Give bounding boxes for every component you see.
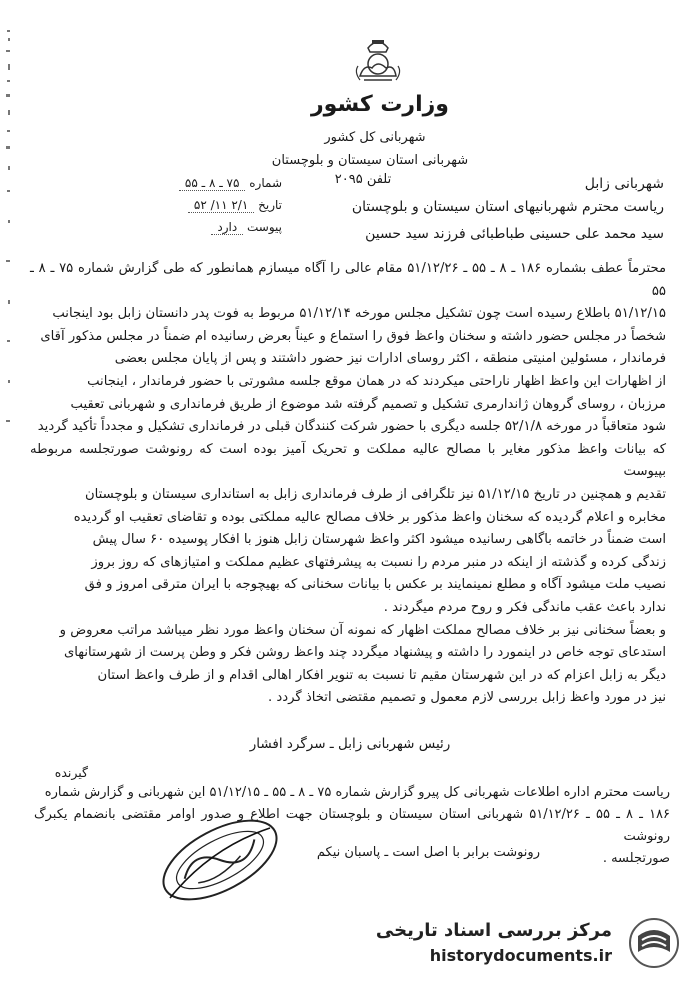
- archive-logo-icon: [624, 916, 684, 970]
- certified-copy-line: رونوشت برابر با اصل است ـ پاسبان نیکم: [316, 845, 540, 860]
- body-line: تقدیم و همچنین در تاریخ ۵۱/۱۲/۱۵ نیز تلگرافی از طرف فرمانداری زابل به استانداری سیستان و بلوچستان: [84, 486, 666, 502]
- body-line: زندگی کرده و گذشته از اینکه در منبر مردم را نسبت به پیشرفتهای عظیم مملکت و امتیازهای که روز بروز: [91, 554, 666, 570]
- recipient-line: ریاست محترم شهربانیهای استان سیستان و بلوچستان: [351, 199, 664, 215]
- sender-line: شهربانی زابل: [584, 176, 664, 192]
- number-field: [92, 176, 282, 190]
- attachment-label: پیوست: [247, 220, 282, 234]
- subject-line: سید محمد علی حسینی طباطبائی فرزند سید حسین: [365, 226, 664, 242]
- phone-line: تلفن ۲۰۹۵: [334, 172, 392, 187]
- body-line: ندارد باعث عقب ماندگی فکر و روح مردم میگردند .: [383, 599, 666, 615]
- ministry-title: وزارت کشور: [311, 92, 449, 117]
- attachment-field: [92, 220, 282, 234]
- copy-line: صورتجلسه .: [602, 851, 670, 866]
- number-value: ۷۵ ـ ۸ ـ ۵۵: [179, 176, 246, 191]
- body-line: مخابره و اعلام گردیده که سخنان واعظ مذکور بر خلاف مصالح عالیه مملکتی بوده و تقاضای تعقیب او گردیده: [73, 509, 666, 525]
- date-field: [92, 198, 282, 212]
- body-line: نیز در مورد واعظ زابل بررسی لازم معمول و تصمیم مقتضی اتخاذ گردد .: [268, 690, 666, 706]
- body-line: است ضمناً در خاتمه باگاهی رسانیده میشود اکثر واعظ شهرستان زابل هنوز با افکار پوسیده ۶۰ سال پیش: [92, 532, 666, 548]
- lion-and-sun-emblem: [350, 36, 406, 86]
- attachment-value: دارد: [211, 220, 243, 235]
- official-stamp: [150, 808, 290, 913]
- letter-body: [30, 258, 666, 710]
- body-line: شخصاً در مجلس حضور داشته و سخنان واعظ فوق را استماع و عیناً بعرض رسانیده ام ضمناً در مجلس مذکور آقای: [40, 328, 666, 344]
- body-line: مرزبان ، روسای گروهان ژاندارمری تشکیل و تصمیم گرفته شد موضوع از طریق فرمانداری و شهربانی تعقیب: [70, 396, 666, 412]
- signature-line: رئیس شهربانی زابل ـ سرگرد افشار: [249, 736, 451, 752]
- date-value: ۲/۱ ۱۱/ ۵۲: [188, 198, 254, 213]
- body-line: فرماندار ، مسئولین امنیتی منطقه ، اکثر روسای ادارات نیز حضور داشتند و پس از پایان مجلس بعضی: [114, 351, 666, 367]
- copy-line: ۱۸۶ ـ ۸ ـ ۵۵ ـ ۵۱/۱۲/۲۶ شهربانی استان سیستان و بلوچستان جهت اطلاع و صدور اوامر مقتضی بانضمام یکبرگ رونوشت: [34, 807, 671, 844]
- body-line: که بیانات واعظ مذکور مغایر با مصالح عالیه مملکت و تحریک آمیز بوده است که رونوشت صورتجلسه مربوطه بپیوست: [30, 441, 666, 480]
- date-label: تاریخ: [258, 198, 282, 212]
- margin-notes: [2, 20, 16, 440]
- body-line: شود متعاقباً در مورخه ۵۲/۱/۸ جلسه دیگری با حضور شرکت کنندگان قبلی در فرمانداری تشکیل و مجدداً تأکید گردید: [37, 419, 666, 435]
- body-line: استدعای توجه خاص در اینمورد را داشته و پیشنهاد میگردد چند واعظ روشن فکر و وطن پرست از شهرستانهای: [63, 645, 666, 661]
- archive-footer: [375, 912, 686, 974]
- archive-url[interactable]: historydocuments.ir: [429, 946, 612, 965]
- body-line: دیگر به زابل اعزام که در این شهرستان مقیم تا نسبت به تنویر افکار اهالی اقدام و از طرف واعظ استان: [97, 667, 666, 683]
- body-line: محترماً عطف بشماره ۱۸۶ ـ ۸ ـ ۵۵ ـ ۵۱/۱۲/۲۶ مقام عالی را آگاه میسازم همانطور که طی گزارش شماره ۷۵ ـ ۸ ـ ۵۵: [30, 261, 667, 299]
- archive-title: مرکز بررسی اسناد تاریخی: [375, 920, 612, 941]
- body-line: ۵۱/۱۲/۱۵ باطلاع رسیده است چون تشکیل مجلس مورخه ۵۱/۱۲/۱۴ مربوط به فوت پدر دانستان زابل بود اینجانب: [52, 306, 666, 322]
- province-police-line: شهربانی استان سیستان و بلوچستان: [271, 153, 469, 168]
- number-label: شماره: [249, 176, 282, 190]
- police-hq-line: شهربانی کل کشور: [324, 130, 426, 145]
- body-line: و بعضاً سخنانی نیز بر خلاف مصالح مملکت اظهار که نمونه آن سخنان واعظ مورد نظر میباشد مراتب معروض و: [59, 622, 666, 638]
- body-line: نصیب ملت میشود آگاه و مطلع نمینمایند بر عکس با بیانات سخنانی که بهیچوجه با ایران مترقی امروز و فق: [84, 577, 666, 593]
- copy-line: ریاست محترم اداره اطلاعات شهربانی کل پیرو گزارش شماره ۷۵ ـ ۸ ـ ۵۵ ـ ۵۱/۱۲/۱۵ این شهربانی و گزارش شماره: [44, 785, 670, 800]
- copy-recipient-label: گیرنده: [54, 765, 88, 780]
- body-line: از اظهارات این واعظ اظهار ناراحتی میکردند که در همان موقع جلسه مشورتی با حضور فرماندار ، اینجانب: [87, 373, 666, 389]
